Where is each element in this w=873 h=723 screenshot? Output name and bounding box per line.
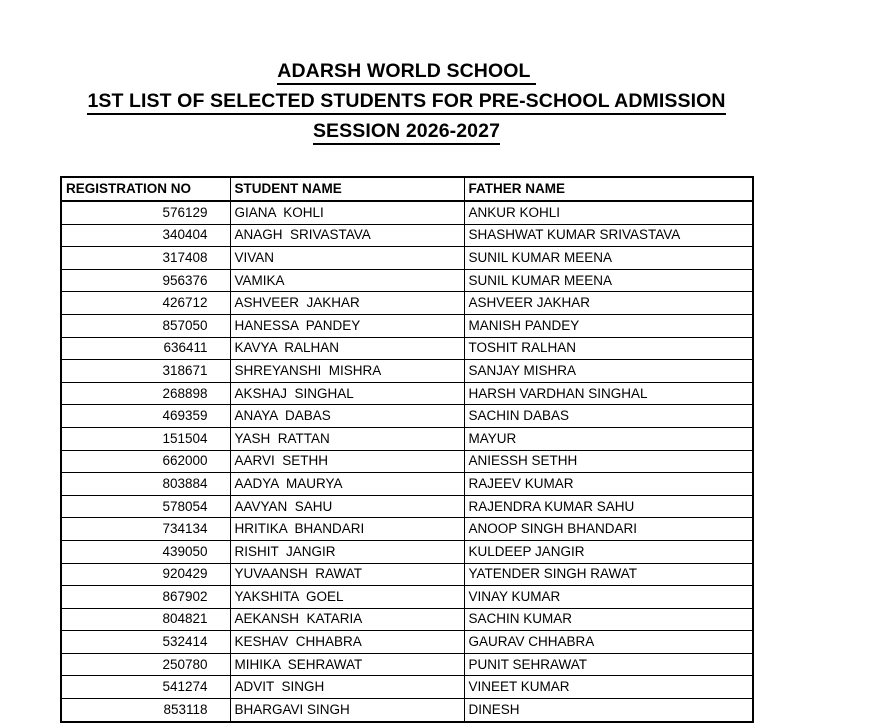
cell-student-name: VAMIKA xyxy=(230,269,464,292)
cell-student-name: ANAGH SRIVASTAVA xyxy=(230,224,464,247)
table-row xyxy=(61,405,753,428)
cell-father-name: KULDEEP JANGIR xyxy=(464,540,753,563)
cell-registration-no: 469359 xyxy=(61,405,230,428)
cell-father-name: VINEET KUMAR xyxy=(464,676,753,699)
cell-father-name: MANISH PANDEY xyxy=(464,314,753,337)
cell-father-name: PUNIT SEHRAWAT xyxy=(464,653,753,676)
cell-student-name: ADVIT SINGH xyxy=(230,676,464,699)
cell-student-name: AARVI SETHH xyxy=(230,450,464,473)
cell-father-name: TOSHIT RALHAN xyxy=(464,337,753,360)
cell-registration-no: 541274 xyxy=(61,676,230,699)
cell-father-name: VINAY KUMAR xyxy=(464,586,753,609)
table-row xyxy=(61,676,753,699)
cell-student-name: MIHIKA SEHRAWAT xyxy=(230,653,464,676)
table-row xyxy=(61,586,753,609)
table-row xyxy=(61,495,753,518)
table-row xyxy=(61,540,753,563)
cell-father-name: SANJAY MISHRA xyxy=(464,360,753,383)
cell-registration-no: 317408 xyxy=(61,247,230,270)
school-name-text: ADARSH WORLD SCHOOL xyxy=(277,60,535,85)
table-row xyxy=(61,653,753,676)
cell-father-name: ANIESSH SETHH xyxy=(464,450,753,473)
cell-student-name: AKSHAJ SINGHAL xyxy=(230,382,464,405)
table-row xyxy=(61,224,753,247)
table-row xyxy=(61,699,753,722)
table-row xyxy=(61,337,753,360)
cell-student-name: SHREYANSHI MISHRA xyxy=(230,360,464,383)
cell-student-name: GIANA KOHLI xyxy=(230,201,464,224)
cell-registration-no: 318671 xyxy=(61,360,230,383)
cell-registration-no: 803884 xyxy=(61,473,230,496)
table-header xyxy=(61,177,753,201)
selected-students-table xyxy=(60,176,754,723)
cell-student-name: AADYA MAURYA xyxy=(230,473,464,496)
table-row xyxy=(61,314,753,337)
column-header-father-name: FATHER NAME xyxy=(464,177,753,201)
cell-father-name: ANOOP SINGH BHANDARI xyxy=(464,518,753,541)
cell-registration-no: 532414 xyxy=(61,631,230,654)
cell-registration-no: 804821 xyxy=(61,608,230,631)
table-row xyxy=(61,450,753,473)
cell-student-name: RISHIT JANGIR xyxy=(230,540,464,563)
cell-registration-no: 250780 xyxy=(61,653,230,676)
cell-student-name: YUVAANSH RAWAT xyxy=(230,563,464,586)
table-row xyxy=(61,360,753,383)
table-row xyxy=(61,292,753,315)
cell-student-name: ASHVEER JAKHAR xyxy=(230,292,464,315)
cell-registration-no: 857050 xyxy=(61,314,230,337)
table-body xyxy=(61,201,753,722)
selected-students-table-container xyxy=(60,176,752,723)
cell-father-name: RAJENDRA KUMAR SAHU xyxy=(464,495,753,518)
cell-student-name: KESHAV CHHABRA xyxy=(230,631,464,654)
cell-registration-no: 956376 xyxy=(61,269,230,292)
cell-registration-no: 867902 xyxy=(61,586,230,609)
table-row xyxy=(61,201,753,224)
table-row xyxy=(61,608,753,631)
cell-registration-no: 853118 xyxy=(61,699,230,722)
cell-registration-no: 268898 xyxy=(61,382,230,405)
cell-father-name: SACHIN DABAS xyxy=(464,405,753,428)
cell-student-name: YASH RATTAN xyxy=(230,427,464,450)
cell-father-name: ANKUR KOHLI xyxy=(464,201,753,224)
cell-father-name: RAJEEV KUMAR xyxy=(464,473,753,496)
school-name-heading xyxy=(0,56,813,86)
cell-father-name: YATENDER SINGH RAWAT xyxy=(464,563,753,586)
table-row xyxy=(61,427,753,450)
table-row xyxy=(61,382,753,405)
table-header-row xyxy=(61,177,753,201)
cell-father-name: SUNIL KUMAR MEENA xyxy=(464,269,753,292)
cell-registration-no: 578054 xyxy=(61,495,230,518)
cell-father-name: SACHIN KUMAR xyxy=(464,608,753,631)
cell-father-name: DINESH xyxy=(464,699,753,722)
cell-student-name: AAVYAN SAHU xyxy=(230,495,464,518)
cell-father-name: HARSH VARDHAN SINGHAL xyxy=(464,382,753,405)
column-header-student-name: STUDENT NAME xyxy=(230,177,464,201)
cell-registration-no: 636411 xyxy=(61,337,230,360)
cell-student-name: HRITIKA BHANDARI xyxy=(230,518,464,541)
cell-student-name: AEKANSH KATARIA xyxy=(230,608,464,631)
cell-registration-no: 576129 xyxy=(61,201,230,224)
cell-student-name: YAKSHITA GOEL xyxy=(230,586,464,609)
cell-registration-no: 920429 xyxy=(61,563,230,586)
cell-registration-no: 340404 xyxy=(61,224,230,247)
table-row xyxy=(61,247,753,270)
table-row xyxy=(61,473,753,496)
cell-father-name: MAYUR xyxy=(464,427,753,450)
document-header xyxy=(0,56,813,146)
cell-registration-no: 426712 xyxy=(61,292,230,315)
column-header-registration-no: REGISTRATION NO xyxy=(61,177,230,201)
table-row xyxy=(61,631,753,654)
table-row xyxy=(61,563,753,586)
cell-student-name: KAVYA RALHAN xyxy=(230,337,464,360)
table-row xyxy=(61,518,753,541)
cell-student-name: ANAYA DABAS xyxy=(230,405,464,428)
table-row xyxy=(61,269,753,292)
cell-registration-no: 151504 xyxy=(61,427,230,450)
cell-father-name: GAURAV CHHABRA xyxy=(464,631,753,654)
cell-student-name: HANESSA PANDEY xyxy=(230,314,464,337)
cell-father-name: SUNIL KUMAR MEENA xyxy=(464,247,753,270)
cell-student-name: VIVAN xyxy=(230,247,464,270)
cell-registration-no: 439050 xyxy=(61,540,230,563)
session-text: SESSION 2026-2027 xyxy=(313,120,500,145)
session-heading xyxy=(0,116,813,146)
list-description-heading xyxy=(0,86,813,116)
cell-registration-no: 662000 xyxy=(61,450,230,473)
cell-registration-no: 734134 xyxy=(61,518,230,541)
list-description-text: 1ST LIST OF SELECTED STUDENTS FOR PRE-SCHOOL ADMISSION xyxy=(87,90,725,115)
cell-father-name: SHASHWAT KUMAR SRIVASTAVA xyxy=(464,224,753,247)
cell-student-name: BHARGAVI SINGH xyxy=(230,699,464,722)
cell-father-name: ASHVEER JAKHAR xyxy=(464,292,753,315)
